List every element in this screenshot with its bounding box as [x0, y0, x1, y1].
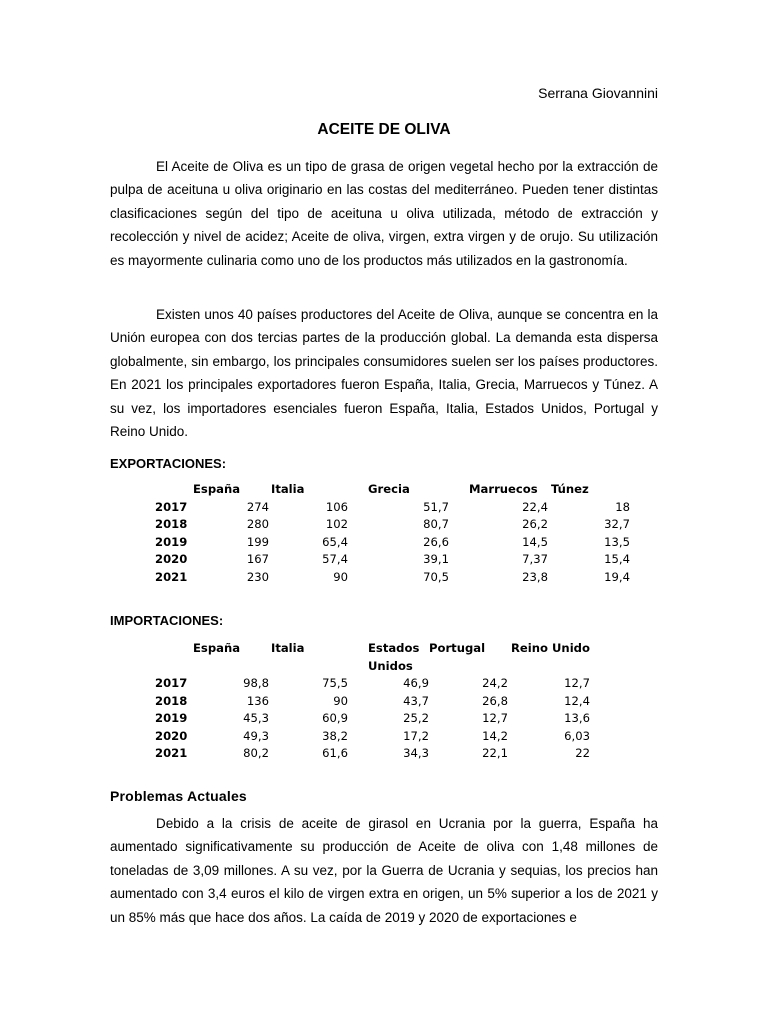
value-cell: 274: [246, 499, 269, 514]
value-cell: 45,3: [243, 711, 269, 725]
value-cell: 12,4: [564, 693, 590, 708]
value-cell: 25,2: [403, 711, 429, 725]
imports-heading: IMPORTACIONES:: [110, 613, 224, 628]
value-cell: 49,3: [243, 728, 269, 743]
table-row: [155, 534, 630, 552]
value-cell: 34,3: [403, 746, 429, 760]
value-cell: 51,7: [423, 499, 449, 514]
value-cell: 167: [246, 552, 269, 566]
value-cell: 80,7: [423, 517, 449, 531]
value-cell: 13,5: [604, 534, 630, 549]
value-cell: 199: [246, 534, 269, 549]
value-cell: 46,9: [403, 676, 429, 690]
value-cell: 136: [246, 693, 269, 708]
value-cell: 22,1: [482, 746, 508, 760]
value-cell: 65,4: [322, 534, 348, 549]
year-cell: 2019: [155, 534, 188, 549]
column-header: Túnez: [551, 482, 589, 496]
column-header: Grecia: [368, 482, 410, 496]
value-cell: 90: [333, 569, 348, 584]
table-row: [155, 499, 630, 517]
year-cell: 2021: [155, 569, 188, 584]
value-cell: 14,5: [522, 534, 548, 549]
value-cell: 75,5: [322, 676, 348, 690]
value-cell: 106: [325, 499, 348, 514]
column-header: España: [193, 641, 241, 655]
value-cell: 12,7: [482, 711, 508, 725]
year-cell: 2019: [155, 711, 188, 725]
value-cell: 57,4: [322, 552, 348, 566]
value-cell: 61,6: [322, 746, 348, 760]
document-title: ACEITE DE OLIVA: [317, 121, 451, 138]
value-cell: 18: [615, 499, 630, 514]
table-header-row: [155, 640, 590, 675]
year-cell: 2020: [155, 728, 188, 743]
value-cell: 70,5: [423, 569, 449, 584]
value-cell: 12,7: [564, 676, 590, 690]
exports-table: [155, 481, 630, 586]
column-header: Portugal: [429, 641, 486, 655]
table-row: [155, 675, 590, 693]
value-cell: 6,03: [564, 728, 590, 743]
column-header: Estados Unidos: [368, 641, 420, 673]
value-cell: 39,1: [423, 552, 449, 566]
table-row: [155, 569, 630, 587]
value-cell: 90: [333, 693, 348, 708]
table-row: [155, 551, 630, 569]
value-cell: 17,2: [403, 728, 429, 743]
table-row: [155, 693, 590, 711]
table-header-row: [155, 481, 630, 499]
value-cell: 280: [246, 517, 269, 531]
value-cell: 19,4: [604, 569, 630, 584]
value-cell: 80,2: [243, 746, 269, 760]
value-cell: 60,9: [322, 711, 348, 725]
value-cell: 32,7: [604, 517, 630, 531]
value-cell: 13,6: [564, 711, 590, 725]
value-cell: 26,2: [522, 517, 548, 531]
year-cell: 2021: [155, 746, 188, 760]
value-cell: 43,7: [403, 693, 429, 708]
value-cell: 22: [575, 746, 590, 760]
value-cell: 14,2: [482, 728, 508, 743]
value-cell: 22,4: [522, 499, 548, 514]
intro-paragraph: El Aceite de Oliva es un tipo de grasa de origen vegetal hecho por la extracción de pulpa de aceituna u oliva originario en las costas del mediterráneo. Pueden tener distintas clasificaciones según del tipo de aceituna u oliva utilizada, método de extracción y recolección y nivel de acidez; Aceite de oliva, virgen, extra virgen y de orujo. Su utilización es mayormente culinaria como uno de los productos más utilizados en la gastronomía.: [110, 159, 658, 268]
value-cell: 98,8: [243, 676, 269, 690]
year-cell: 2017: [155, 499, 188, 514]
producers-paragraph: Existen unos 40 países productores del Aceite de Oliva, aunque se concentra en la Unión europea con dos tercias partes de la producción global. La demanda esta dispersa globalmente, sin embargo, los principales consumidores suelen ser los países productores. En 2021 los principales exportadores fueron España, Italia, Grecia, Marruecos y Túnez. A su vez, los importadores esenciales fueron España, Italia, Estados Unidos, Portugal y Reino Unido.: [110, 307, 658, 440]
year-cell: 2018: [155, 517, 188, 531]
exports-heading: EXPORTACIONES:: [110, 456, 227, 471]
author-name: Serrana Giovannini: [538, 85, 658, 101]
value-cell: 7,37: [522, 552, 548, 566]
imports-table: [155, 640, 590, 763]
year-cell: 2018: [155, 693, 188, 708]
column-header: Reino Unido: [511, 641, 590, 655]
table-row: [155, 710, 590, 728]
value-cell: 23,8: [522, 569, 548, 584]
column-header: Italia: [271, 482, 305, 496]
table-row: [155, 728, 590, 746]
year-cell: 2020: [155, 552, 188, 566]
value-cell: 102: [325, 517, 348, 531]
value-cell: 26,6: [423, 534, 449, 549]
column-header: España: [193, 482, 241, 496]
problems-paragraph: Debido a la crisis de aceite de girasol en Ucrania por la guerra, España ha aumentado significativamente su producción de Aceite de oliva con 1,48 millones de toneladas de 3,09 millones. A su vez, por la Guerra de Ucrania y sequias, los precios han aumentado con 3,4 euros el kilo de virgen extra en origen, un 5% superior a los de 2021 y un 85% más que hace dos años. La caída de 2019 y 2020 de exportaciones e: [110, 816, 658, 925]
value-cell: 38,2: [322, 728, 348, 743]
value-cell: 230: [246, 569, 269, 584]
table-row: [155, 516, 630, 534]
value-cell: 15,4: [604, 552, 630, 566]
value-cell: 26,8: [482, 693, 508, 708]
table-row: [155, 745, 590, 763]
value-cell: 24,2: [482, 676, 508, 690]
problems-heading: Problemas Actuales: [110, 788, 247, 804]
year-cell: 2017: [155, 676, 188, 690]
column-header: Italia: [271, 641, 305, 655]
column-header: Marruecos: [469, 482, 538, 496]
